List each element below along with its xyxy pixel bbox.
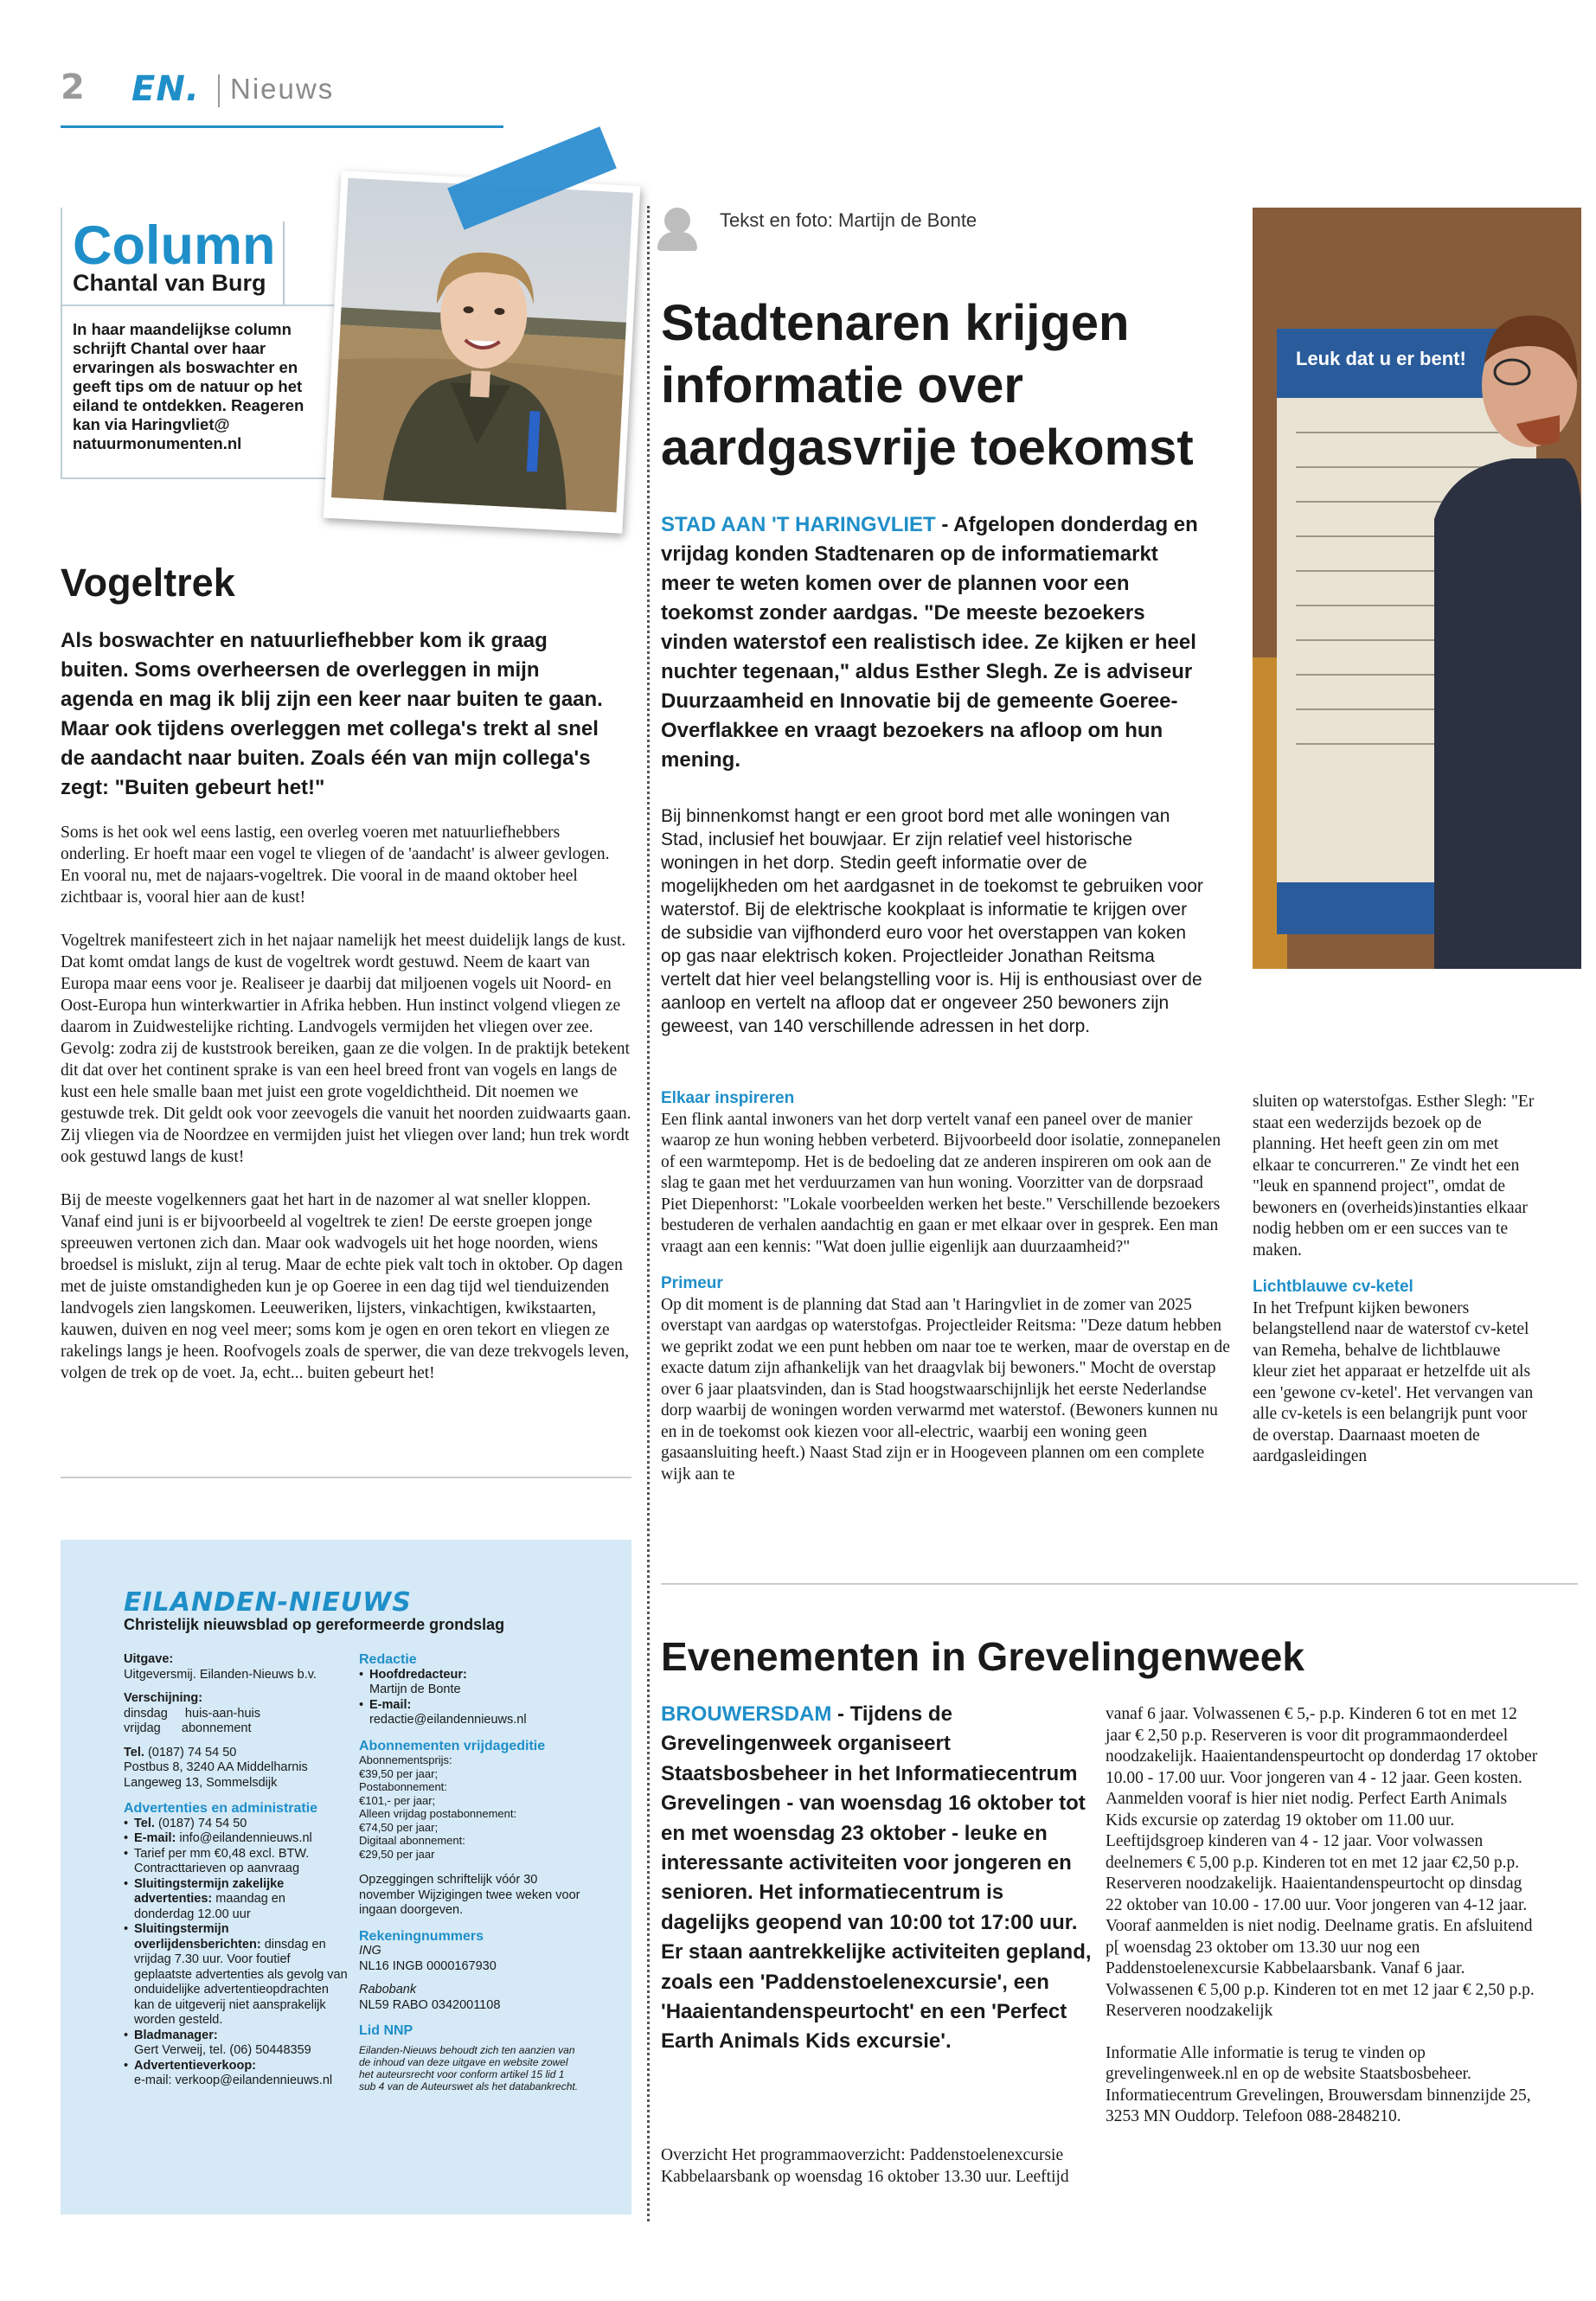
rekeningnummers-heading: Rekeningnummers: [359, 1928, 484, 1944]
bladmanager-value: Gert Verweij, tel. (06) 50448359: [134, 2043, 311, 2057]
tel-value[interactable]: (0187) 74 54 50: [147, 1745, 237, 1759]
paragraph: Bij de meeste vogelkenners gaat het hart in de nazomer al wat sneller kloppen. Vanaf eind juni is er bijvoorbeeld al vogeltrek te zien! De eerste groepen jonge spreeuwen vertonen zich dan. Maar ook wadvogels uit het hoge noorden, wiens broedsel is mislukt, zijn al terug. Maar de echte piek valt toch in oktober. Op dagen met de juiste omstandigheden kun je op Goeree in een dag tijd wel tienduizenden landvogels zien langskomen. Leeuweriken, lijsters, vinkachtigen, kwikstaarten, kauwen, duiven en nog veel meer; soms kom je ogen en oren tekort en vliegen ze rakelings langs je heen. Roofvogels zoals de sperwer, die van deze trekvogels leven, volgen de trek op de voet. Ja, echt... buiten gebeurt het!: [61, 1191, 630, 1382]
section-label[interactable]: Nieuws: [230, 73, 335, 105]
person-icon: [664, 208, 690, 234]
en-logo[interactable]: EN.: [131, 69, 200, 109]
advertenties-heading: Advertenties en administratie: [124, 1801, 318, 1816]
column-rule-top: [61, 304, 334, 306]
informatiemarkt-illustration: [1253, 208, 1581, 969]
uitgave-value: Uitgeversmij. Eilanden-Nieuws b.v.: [124, 1667, 317, 1682]
article-body-vogeltrek: [61, 822, 631, 1406]
header-separator: [218, 74, 220, 107]
column-label: Column: [73, 215, 276, 276]
portrait-illustration: [331, 178, 633, 513]
column-intro: In haar maandelijkse column schrijft Chantal over haar ervaringen als boswachter en geeft tips om de natuur op het eiland te ontdekken. Reageren kan via Haringvliet@ natuurmonumenten.nl: [73, 320, 304, 452]
redactie-heading: Redactie: [359, 1652, 417, 1667]
abon-line: Abonnementsprijs:: [359, 1753, 452, 1766]
ing-value: NL16 INGB 0000167930: [359, 1958, 497, 1973]
columnist-photo: [324, 170, 641, 534]
sluit-overlijden-label: Sluitingstermijn overlijdensberichten:: [134, 1922, 261, 1952]
abon-line: Alleen vrijdag postabonnement:: [359, 1807, 517, 1820]
rabo-value: NL59 RABO 0342001108: [359, 1997, 501, 2012]
uitgave-label: Uitgave:: [124, 1652, 174, 1666]
subheading-cv-ketel: Lichtblauwe cv-ketel: [1253, 1278, 1413, 1296]
paragraph: Een flink aantal inwoners van het dorp vertelt vanaf een paneel over de manier waarop ze hun woning hebben verbeterd. Bijvoorbeeld door isolatie, zonnepanelen of een warmtepomp. Het is de bedoeling dat ze anderen inspireren om ook aan de slag te gaan met het verduurzamen van hun woning. Voorzitter van de dorpsraad Piet Diepenhorst: "Lokale voorbeelden werken het beste." Verschillende bezoekers bestuderen de verhalen aandachtig en gaan er met elkaar over in gesprek. Een man vraagt aan een kennis: "Wat doen jullie eigenlijk aan duurzaamheid?": [661, 1110, 1221, 1256]
column-divider-dotted: [647, 206, 650, 2221]
column-divider: [283, 221, 285, 304]
abon-line: Postabonnement:: [359, 1780, 447, 1793]
article-column-grevelingenweek-right: [1106, 1704, 1538, 2128]
header-rule: [61, 125, 503, 128]
verschijning-line: vrijdag abonnement: [124, 1721, 252, 1735]
paragraph: Informatie Alle informatie is terug te vinden op grevelingenweek.nl en op de website Staatsbosbeheer. Informatiecentrum Grevelingen, Brouwersdam binnenzijde 25, 3253 MN Ouddorp. Telefoon 088-2848210.: [1106, 2043, 1531, 2125]
sluit-zakelijk-value: maandag en donderdag 12.00 uur: [134, 1892, 285, 1921]
adv-email-label: E-mail:: [134, 1831, 176, 1845]
abon-line: €74,50 per jaar;: [359, 1820, 439, 1834]
left-column-rule: [61, 1477, 631, 1478]
abonnementen-list: [359, 1753, 584, 1861]
address-line: Postbus 8, 3240 AA Middelharnis: [124, 1760, 308, 1774]
paragraph: In het Trefpunt kijken bewoners belangstellend naar de waterstof cv-ketel van Remeha, behalve de lichtblauwe kleur ziet het apparaat er hetzelfde uit als een 'gewone cv-ketel'. Het vervangen van alle cv-ketels is een belangrijk punt voor de overstap. Daarnaast moeten de aardgasleidingen: [1253, 1298, 1534, 1465]
colophon-left: [124, 1652, 349, 2089]
right-column-rule: [661, 1583, 1578, 1585]
article-title-aardgas: Stadtenaren krijgen informatie over aardgasvrije toekomst: [661, 295, 1194, 476]
paragraph: Op dit moment is de planning dat Stad aan 't Haringvliet in de zomer van 2025 overstapt van aardgas op waterstofgas. Projectleider Reitsma: "Deze datum hebben we geprikt zodat we een punt hebben om naar toe te werken, maar de overstap en de exacte datum zijn afhankelijk van het draagvlak bij bewoners." Mocht de overstap over 6 jaar plaatsvinden, dan is Stad hoogstwaarschijnlijk het eerste Nederlandse dorp waarbij de woningen worden verwarmd met waterstof. (Bewoners kunnen nu en in de toekomst ook kiezen voor all-electric, waarbij een woning geen gasaansluiting heeft.) Naast Stad zijn er in Hoogeveen plannen om een complete wijk aan te: [661, 1295, 1230, 1484]
photo-sign-text: Leuk dat u er bent!: [1296, 348, 1466, 369]
lead-text: - Tijdens de Grevelingenweek organiseert Staatsbosbeheer in het Informatiecentrum Grevelingen - van woensdag 16 oktober tot en met woensdag 23 oktober - leuke en interessante activiteiten voor jongeren en senioren. Het informatiecentrum is dagelijks geopend van 10:00 tot 17:00 uur. Er staan aantrekkelijke activiteiten gepland, zoals een 'Paddenstoelenexcursie', een 'Haaientandenspeurtocht' en een 'Perfect Earth Animals Kids excursie'.: [661, 1702, 1092, 2054]
opzeggingen: Opzeggingen schriftelijk vóór 30 november Wijzigingen twee weken voor ingaan doorgeven.: [359, 1873, 580, 1917]
sluit-zakelijk-label: Sluitingstermijn zakelijke advertenties:: [134, 1876, 285, 1906]
verschijning-label: Verschijning:: [124, 1691, 203, 1705]
lead-text: - Afgelopen donderdag en vrijdag konden Stadtenaren op de informatiemarkt meer te weten komen over de plannen voor een toekomst zonder aardgas. "De meeste bezoekers vinden waterstof een realistisch idee. Ze kijken er heel nuchter tegenaan," aldus Esther Slegh. Ze is adviseur Duurzaamheid en Innovatie bij de gemeente Goeree-Overflakkee en vraagt bezoekers na afloop om hun mening.: [661, 513, 1198, 772]
hoofdredacteur-label: Hoofdredacteur:: [369, 1667, 467, 1682]
article-intro-aardgas: Bij binnenkomst hangt er een groot bord met alle woningen van Stad, inclusief het bouwjaar. Er zijn relatief veel historische woningen in het dorp. Stedin geeft informatie over de mogelijkheden om het aardgasnet in de toekomst te gebruiken voor waterstof. Bij de elektrische kookplaat is informatie te krijgen over de subsidie van vijfhonderd euro voor het overstappen van koken op gas naar elektrisch koken. Projectleider Jonathan Reitsma vertelt dat hier veel belangstelling voor is. Hij is enthousiast over de aanloop en vertelt na afloop dat er ongeveer 250 bewoners zijn geweest, van 140 verschillende adressen in het dorp.: [661, 806, 1203, 1036]
article-lead-grevelingenweek: [661, 1700, 1093, 2057]
bladmanager-label: Bladmanager:: [134, 2028, 218, 2042]
sluit-overlijden-value: dinsdag en vrijdag 7.30 uur. Voor foutief geplaatste advertenties als gevolg van onduidelijke advertentieopdrachten kan de uitgeverij niet aansprakelijk worden gesteld.: [134, 1937, 348, 2027]
article-columns-aardgas: [661, 1088, 1232, 1485]
article-title-vogeltrek: Vogeltrek: [61, 561, 235, 605]
article-title-grevelingenweek: Evenementen in Grevelingenweek: [661, 1634, 1304, 1679]
verschijning-line: dinsdag huis-aan-huis: [124, 1706, 260, 1721]
rabo-label: Rabobank: [359, 1983, 417, 1997]
adv-tel-label: Tel.: [134, 1816, 155, 1830]
page-number: 2: [61, 67, 85, 107]
article-photo-informatiemarkt: [1253, 208, 1581, 969]
tel-label: Tel.: [124, 1745, 144, 1759]
abon-line: Digitaal abonnement:: [359, 1834, 465, 1847]
dateline: STAD AAN 'T HARINGVLIET: [661, 513, 936, 536]
paragraph: Soms is het ook wel eens lastig, een overleg voeren met natuurliefhebbers onderling. Er hoeft maar een vogel te vliegen of de 'aandacht' is alweer gevlogen. En vooral nu, met de najaars-vogeltrek. Die vooral in de maand oktober heel zichtbaar is, vooral hier aan de kust!: [61, 824, 610, 907]
disclaimer: Eilanden-Nieuws behoudt zich ten aanzien van de inhoud van deze uitgave en website zowel het auteursrecht voor conform artikel 15 lid 1 sub 4 van de Auteurswet als het databankrecht.: [359, 2043, 579, 2093]
subheading-inspireren: Elkaar inspireren: [661, 1089, 795, 1107]
paragraph: sluiten op waterstofgas. Esther Slegh: "Er staat een wederzijds bezoek op de planning. Het heeft geen zin om met elkaar te concurreren." Ze vindt het een "leuk en spannend project", omdat de bewoners en (overheids)instanties elkaar nodig hebben om er een succes van te maken.: [1253, 1093, 1535, 1259]
abon-line: €101,- per jaar;: [359, 1793, 436, 1807]
redactie-email-label: E-mail:: [369, 1697, 412, 1712]
address-line: Langeweg 13, Sommelsdijk: [124, 1775, 278, 1790]
article-body-grevelingenweek: Overzicht Het programmaoverzicht: Paddenstoelenexcursie Kabbelaarsbank op woensdag 16 oktober 13.30 uur. Leeftijd: [661, 2146, 1069, 2186]
nnp-heading: Lid NNP: [359, 2023, 413, 2038]
adv-verkoop-value[interactable]: e-mail: verkoop@eilandennieuws.nl: [134, 2073, 333, 2087]
abon-line: €29,50 per jaar: [359, 1847, 435, 1861]
colophon-right: [359, 1652, 584, 2093]
adv-tarief: • Tarief per mm €0,48 excl. BTW. Contracttarieven op aanvraag: [124, 1847, 349, 1877]
article-byline: Tekst en foto: Martijn de Bonte: [720, 209, 977, 231]
person-icon-body: [657, 232, 697, 251]
article-lead-vogeltrek: Als boswachter en natuurliefhebber kom ik graag buiten. Soms overheersen de overleggen in mijn agenda en mag ik blij zijn een keer naar buiten te gaan. Maar ook tijdens overleggen met collega's trekt al snel de aandacht naar buiten. Zoals één van mijn collega's zegt: "Buiten gebeurt het!": [61, 629, 603, 799]
ing-label: ING: [359, 1944, 381, 1958]
abonnementen-heading: Abonnementen vrijdageditie: [359, 1738, 546, 1753]
paragraph: Vogeltrek manifesteert zich in het najaar namelijk het meest duidelijk langs de kust. Dat komt omdat langs de kust de vogeltrek wordt gestuwd. Neem de kaart van Europa maar eens voor je. Realiseer je daarbij dat miljoenen vogels uit Noord- en Oost-Europa hun winterkwartier in Afrika hebben. Hun instinct volgend vliegen ze daarom in Zuidwestelijke richting. Landvogels vermijden het vliegen over zee. Gevolg: zodra zij de kuststrook bereiken, gaan ze die volgen. In de praktijk betekent dit dat over het continent sprake is van een heel breed front van vogels en langs de kust een hele smalle baan met juist een grote vogeldichtheid. Dit noemen we gestuwde trek. Dit geldt ook voor zeevogels die vanuit het noorden zuidwaarts gaan. Zij vliegen via de Noordzee en vermijden juist het vliegen over land; hun trek wordt ook gestuwd langs de kust!: [61, 932, 631, 1166]
column-box-border: [61, 208, 62, 479]
colophon-brand: EILANDEN-NIEUWS: [124, 1587, 412, 1618]
colophon-subtitle: Christelijk nieuwsblad op gereformeerde grondslag: [124, 1616, 505, 1633]
hoofdredacteur-value: Martijn de Bonte: [369, 1682, 461, 1696]
article-column-aardgas-right: [1253, 1092, 1538, 1468]
subheading-primeur: Primeur: [661, 1274, 723, 1292]
column-rule-bottom: [61, 478, 334, 479]
column-author: Chantal van Burg: [73, 270, 266, 296]
redactie-email-link[interactable]: redactie@eilandennieuws.nl: [369, 1713, 527, 1727]
adv-email-link[interactable]: info@eilandennieuws.nl: [179, 1831, 312, 1845]
abon-line: €39,50 per jaar;: [359, 1766, 439, 1780]
adv-verkoop-label: Advertentieverkoop:: [134, 2058, 257, 2073]
adv-tel-value[interactable]: (0187) 74 54 50: [157, 1816, 247, 1830]
article-lead-aardgas: [661, 510, 1206, 775]
paragraph: vanaf 6 jaar. Volwassenen € 5,- p.p. Kinderen 6 tot en met 12 jaar € 2,50 p.p. Reserveren is voor dit programmaonderdeel noodzakelijk. Haaientandenspeurtocht op donderdag 17 oktober 10.00 - 17.00 uur. Voor jongeren van 4 - 12 jaar. Geen kosten. Aanmelden vooraf is hier niet nodig. Perfect Earth Animals Kids excursie op zaterdag 19 oktober om 11.00 uur. Leeftijdsgroep kinderen van 4 - 12 jaar. Voor volwassen deelnemers € 5,00 p.p. Kinderen tot en met 12 jaar €2,50 p.p. Reserveren noodzakelijk. Haaientandenspeurtocht op dinsdag 22 oktober van 10.00 - 17.00 uur. Voor jongeren van 4-12 jaar. Vooraf aanmelden is niet nodig. Deelname gratis. En afsluitend p[ woensdag 23 oktober om 13.30 uur nog een Paddenstoelenexcursie Kabbelaarsbank. Vanaf 6 jaar. Volwassenen € 5,00 p.p. Kinderen tot en met 12 jaar € 2,50 p.p. Reserveren noodzakelijk: [1106, 1705, 1538, 2020]
dateline: BROUWERSDAM: [661, 1702, 832, 1726]
